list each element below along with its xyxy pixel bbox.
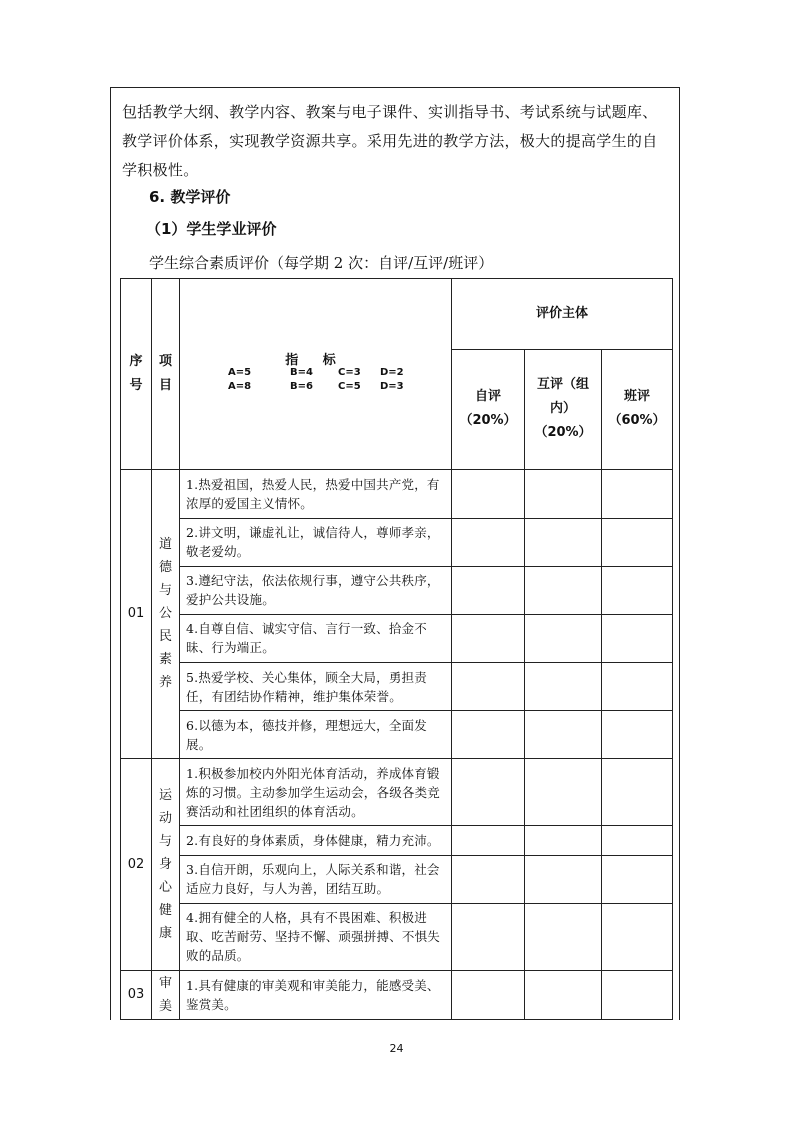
group-name-char: 动 <box>158 811 172 827</box>
self-eval-cell[interactable] <box>452 903 525 970</box>
eval-subject-header: 评价主体 <box>452 279 673 350</box>
self-eval-cell[interactable] <box>452 663 525 711</box>
peer-eval-cell[interactable] <box>525 759 602 826</box>
peer-eval-cell[interactable] <box>525 855 602 903</box>
peer-eval-cell[interactable] <box>525 663 602 711</box>
item-header <box>152 279 180 470</box>
table-row <box>121 614 673 662</box>
peer-eval-cell[interactable] <box>525 469 602 518</box>
intro-line-1: 包括教学大纲、教学内容、教案与电子课件、实训指导书、考试系统与试题库、 <box>122 103 658 121</box>
indicator-title: 指 标 <box>285 353 346 368</box>
indicator-text: 3.自信开朗，乐观向上，人际关系和谐，社会适应力良好，与人为善，团结互助。 <box>180 855 452 903</box>
class-eval-cell[interactable] <box>602 614 673 662</box>
peer-eval-weight: （20%） <box>534 425 592 441</box>
indicator-text: 5.热爱学校、关心集体，顾全大局，勇担责任，有团结协作精神，维护集体荣誉。 <box>180 663 452 711</box>
indicator-text: 2.讲文明，谦虚礼让，诚信待人，尊师孝亲，敬老爱幼。 <box>180 518 452 566</box>
group-name <box>152 970 180 1019</box>
grade-a: A=5 <box>228 367 252 378</box>
intro-line-3: 学积极性。 <box>122 161 199 179</box>
self-eval-cell[interactable] <box>452 566 525 614</box>
item-header-char: 项 <box>158 353 172 369</box>
self-eval-weight: （20%） <box>459 413 517 429</box>
peer-eval-cell[interactable] <box>525 826 602 855</box>
table-header-row <box>121 279 673 350</box>
self-eval-cell[interactable] <box>452 518 525 566</box>
group-number: 03 <box>121 970 152 1019</box>
indicator-text: 4.自尊自信、诚实守信、言行一致、拾金不昧、行为端正。 <box>180 614 452 662</box>
self-eval-cell[interactable] <box>452 759 525 826</box>
page-number: 24 <box>389 1042 404 1055</box>
group-name-char: 道 <box>158 537 172 553</box>
intro-line-2: 教学评价体系，实现教学资源共享。采用先进的教学方法，极大的提高学生的自 <box>122 132 658 150</box>
group-name-char: 身 <box>158 857 172 873</box>
group-name-char: 与 <box>158 583 172 599</box>
group-name-char: 健 <box>158 903 172 919</box>
peer-eval-label: 互评（组 <box>536 377 589 393</box>
self-eval-cell[interactable] <box>452 469 525 518</box>
group-name-char: 素 <box>158 652 172 668</box>
grade-c: C=3 <box>338 367 361 378</box>
self-eval-cell[interactable] <box>452 826 525 855</box>
table-row <box>121 711 673 759</box>
grade-d: D=2 <box>380 367 404 378</box>
grade-scale <box>228 367 420 392</box>
peer-eval-label-cont: 内） <box>549 401 576 417</box>
class-eval-cell[interactable] <box>602 469 673 518</box>
peer-eval-cell[interactable] <box>525 903 602 970</box>
self-eval-label: 自评 <box>474 389 501 405</box>
peer-eval-cell[interactable] <box>525 518 602 566</box>
class-eval-cell[interactable] <box>602 711 673 759</box>
peer-eval-header <box>525 350 602 469</box>
grade-c-alt: C=5 <box>338 381 361 392</box>
group-number: 01 <box>121 469 152 759</box>
group-name-char: 公 <box>158 606 172 622</box>
table-caption: 学生综合素质评价（每学期 2 次：自评/互评/班评） <box>149 254 494 272</box>
section-heading: 6. 教学评价 <box>149 188 231 206</box>
grade-a-alt: A=8 <box>228 381 252 392</box>
group-name-char: 德 <box>158 560 172 576</box>
group-name <box>152 759 180 971</box>
grade-b-alt: B=6 <box>290 381 313 392</box>
group-name-char: 康 <box>158 926 172 942</box>
indicator-text: 6.以德为本，德技并修，理想远大，全面发展。 <box>180 711 452 759</box>
seq-header-char: 号 <box>129 377 143 393</box>
class-eval-label: 班评 <box>623 389 650 405</box>
peer-eval-cell[interactable] <box>525 614 602 662</box>
table-row <box>121 663 673 711</box>
class-eval-cell[interactable] <box>602 759 673 826</box>
class-eval-cell[interactable] <box>602 518 673 566</box>
seq-header <box>121 279 152 470</box>
table-row <box>121 970 673 1019</box>
table-body <box>121 469 673 1020</box>
group-name <box>152 469 180 759</box>
evaluation-table <box>120 278 673 1020</box>
group-name-char: 审 <box>158 975 172 991</box>
class-eval-cell[interactable] <box>602 663 673 711</box>
group-name-char: 民 <box>158 629 172 645</box>
peer-eval-cell[interactable] <box>525 711 602 759</box>
indicator-text: 3.遵纪守法，依法依规行事，遵守公共秩序，爱护公共设施。 <box>180 566 452 614</box>
peer-eval-cell[interactable] <box>525 566 602 614</box>
group-name-char: 与 <box>158 834 172 850</box>
self-eval-cell[interactable] <box>452 614 525 662</box>
table-row <box>121 855 673 903</box>
self-eval-cell[interactable] <box>452 855 525 903</box>
group-name-char: 美 <box>158 998 172 1014</box>
class-eval-cell[interactable] <box>602 855 673 903</box>
group-name-char: 运 <box>158 788 172 804</box>
group-name-char: 养 <box>158 675 172 691</box>
group-name-char: 心 <box>158 880 172 896</box>
class-eval-cell[interactable] <box>602 826 673 855</box>
self-eval-header <box>452 350 525 469</box>
table-row <box>121 826 673 855</box>
table-row <box>121 903 673 970</box>
table-row <box>121 759 673 826</box>
class-eval-cell[interactable] <box>602 566 673 614</box>
table-row <box>121 518 673 566</box>
indicator-text: 2.有良好的身体素质，身体健康，精力充沛。 <box>180 826 452 855</box>
class-eval-header <box>602 350 673 469</box>
indicator-text: 4.拥有健全的人格，具有不畏困难、积极进取、吃苦耐劳、坚持不懈、顽强拼搏、不惧失败的品质。 <box>180 903 452 970</box>
class-eval-cell[interactable] <box>602 970 673 1019</box>
grade-d-alt: D=3 <box>380 381 404 392</box>
class-eval-cell[interactable] <box>602 903 673 970</box>
indicator-text: 1.热爱祖国，热爱人民，热爱中国共产党，有浓厚的爱国主义情怀。 <box>180 469 452 518</box>
subsection-heading: （1）学生学业评价 <box>146 220 277 238</box>
class-eval-weight: （60%） <box>608 413 666 429</box>
self-eval-cell[interactable] <box>452 711 525 759</box>
self-eval-cell[interactable] <box>452 970 525 1019</box>
item-header-char: 目 <box>158 377 172 393</box>
grade-b: B=4 <box>290 367 313 378</box>
seq-header-char: 序 <box>129 353 143 369</box>
table-row <box>121 566 673 614</box>
group-number: 02 <box>121 759 152 971</box>
indicator-header <box>180 279 452 470</box>
indicator-text: 1.积极参加校内外阳光体育活动，养成体育锻炼的习惯。主动参加学生运动会，各级各类竞赛活动和社团组织的体育活动。 <box>180 759 452 826</box>
peer-eval-cell[interactable] <box>525 970 602 1019</box>
indicator-text: 1.具有健康的审美观和审美能力，能感受美、鉴赏美。 <box>180 970 452 1019</box>
table-row <box>121 469 673 518</box>
